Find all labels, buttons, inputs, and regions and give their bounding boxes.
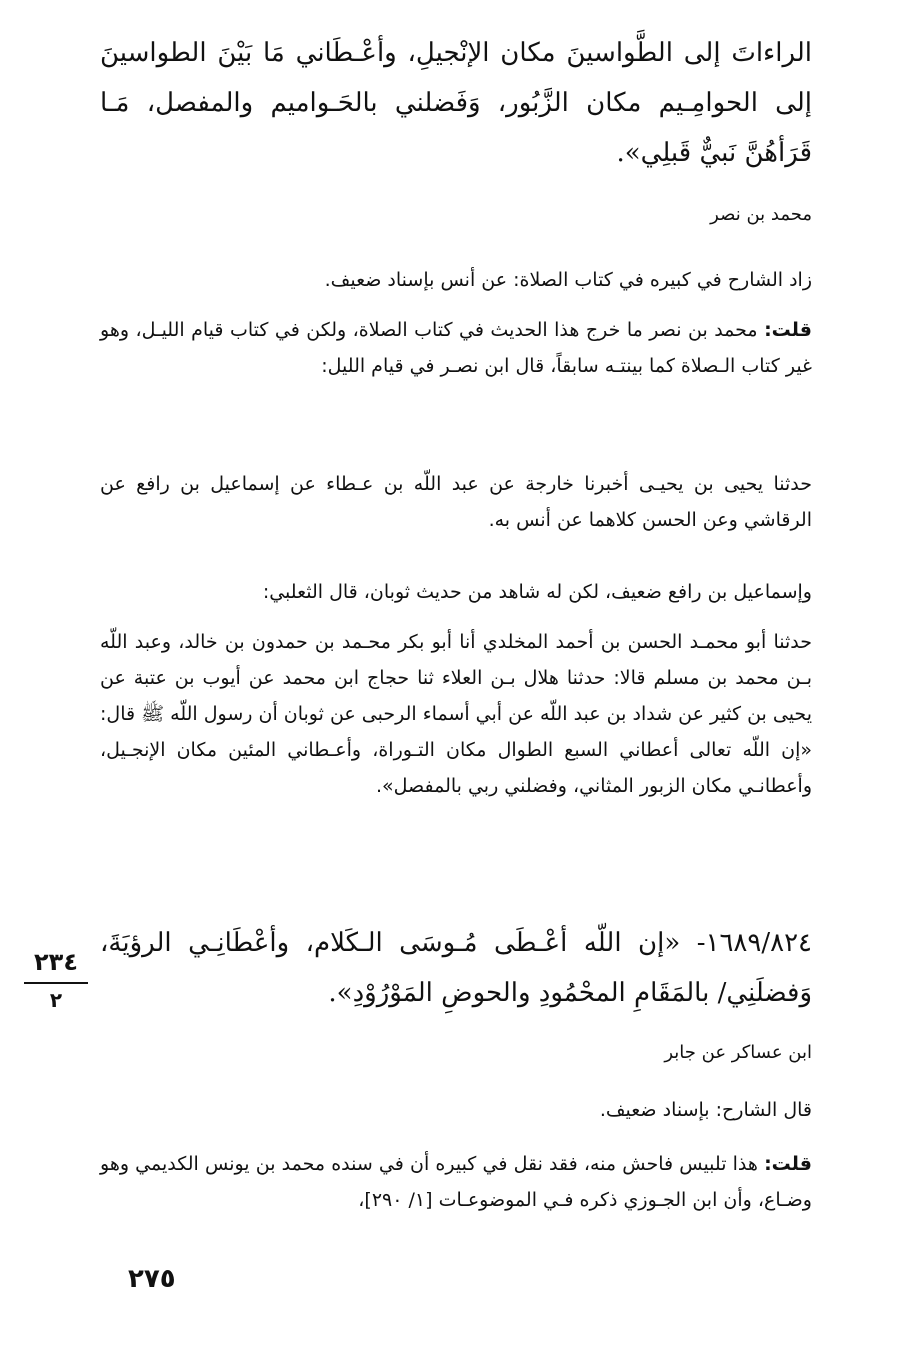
hadith-text: ١٦٨٩/٨٢٤- «إن اللّه أعْـطَى مُـوسَى الـكَلام، وأعْطَانِـي الرؤيَةَ، وَفضلَنِي/ بالمَقَامِ المحْمُودِ والحوضِ المَوْرُوْدِ». xyxy=(100,928,812,1008)
qultu-label: قلت: xyxy=(764,1153,812,1175)
commentary-text: محمد بن نصر ما خرج هذا الحديث في كتاب الصلاة، ولكن في كتاب قيام الليـل، وهو غير كتاب الـصلاة كما بينتـه سابقاً، قال ابن نصـر في قيام الليل: xyxy=(100,319,812,377)
commentary-paragraph-2 xyxy=(100,312,812,384)
page-number: ٢٧٥ xyxy=(128,1264,176,1294)
isnad-text: حدثنا أبو محمـد الحسن بن أحمد المخلدي أنا أبو بكر محـمد بن حمدون بن خالد، وعبد اللّه بـن محمد بن مسلم قالا: حدثنا هلال بـن العلاء ثنا حجاج ابن محمد عن أيوب بن عتبة عن يحيى بن كثير عن شداد بن عبد اللّه عن أبي أسماء الرحبى عن ثوبان أن رسول اللّه ﷺ قال: «إن اللّه تعالى أعطاني السبع الطوال مكان التـوراة، وأعـطاني المئين مكان الإنجـيل، وأعطانـي مكان الزبور المثاني، وفضلني ربي بالمفصل». xyxy=(100,631,812,797)
hadith-continuation xyxy=(100,28,812,178)
hadith-continuation-text: الراءاتَ إلى الطَّواسينَ مكان الإنْجيلِ، وأعْـطَاني مَا بَيْنَ الطواسينَ إلى الحوامِـيم مكان الزَّبُور، وَفَضلني بالحَـواميم والمفصل، مَـا قَرَأهُنَّ نَبيٌّ قَبلِي». xyxy=(100,38,812,168)
margin-divider xyxy=(24,982,88,984)
commentary-text: وإسماعيل بن رافع ضعيف، لكن له شاهد من حديث ثوبان، قال الثعلبي: xyxy=(262,581,812,603)
hadith-entry xyxy=(100,918,812,1018)
margin-reference xyxy=(24,948,88,1012)
commentary-paragraph-3 xyxy=(100,574,812,610)
source-attribution-1: محمد بن نصر xyxy=(710,204,812,225)
isnad-paragraph-1 xyxy=(100,466,812,538)
commentary-paragraph-1 xyxy=(100,262,812,298)
qultu-label: قلت: xyxy=(764,319,812,341)
isnad-paragraph-2 xyxy=(100,624,812,804)
margin-volume-page: ٢٣٤ xyxy=(34,948,78,976)
isnad-text: حدثنا يحيى بن يحيـى أخبرنا خارجة عن عبد اللّه بن عـطاء عن إسماعيل بن رافع عن الرقاشي وعن الحسن كلاهما عن أنس به. xyxy=(100,473,812,531)
commentary-text: زاد الشارح في كبيره في كتاب الصلاة: عن أنس بإسناد ضعيف. xyxy=(324,269,812,291)
commentary-paragraph-4 xyxy=(100,1092,812,1128)
commentary-paragraph-5 xyxy=(100,1146,812,1218)
commentary-text: هذا تلبيس فاحش منه، فقد نقل في كبيره أن في سنده محمد بن يونس الكديمي وهو وضـاع، وأن ابن الجـوزي ذكره فـي الموضوعـات [١/ ٢٩٠]، xyxy=(100,1153,812,1211)
source-attribution-2: ابن عساكر عن جابر xyxy=(664,1042,812,1063)
margin-volume-number: ٢ xyxy=(49,988,63,1012)
commentary-text: قال الشارح: بإسناد ضعيف. xyxy=(599,1099,812,1121)
